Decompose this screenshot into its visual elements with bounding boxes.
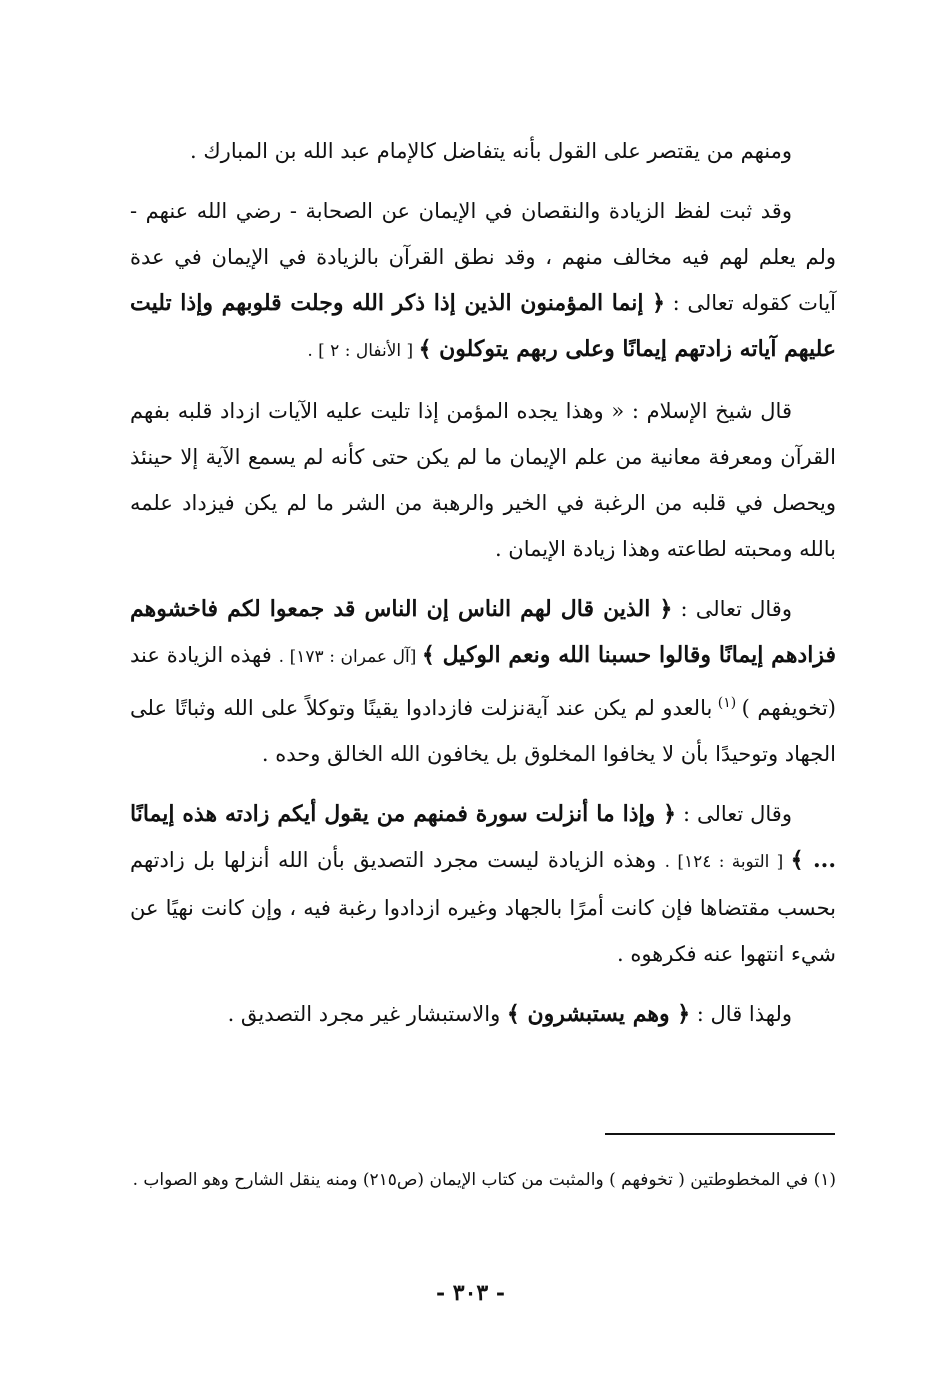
paragraph-4 [130, 586, 836, 777]
paragraph-text: وهذه الزيادة ليست مجرد التصديق بأن الله أنزلها بل زادتهم بحسب مقتضاها فإن كانت أمرًا بالجهاد وغيره ازدادوا رغبة فيه ، وإن كانت نهيًا عن شيء انتهوا عنه فكرهوه . [130, 848, 836, 966]
verse-reference: [آل عمران : ١٧٣] . [278, 647, 422, 667]
paragraph-text: بالعدو لم يكن عند آيةنزلت فازدادوا يقينًا وتوكلاً على الله وثباتًا على الجهاد وتوحيدًا بأن لا يخافوا المخلوق بل يخافون الله الخالق وحده . [130, 696, 836, 766]
quran-verse: ﴿ وإذا ما أنزلت سورة فمنهم من يقول أيكم زادته هذه إيمانًا ... ﴾ [130, 801, 836, 873]
quran-verse: ﴿ الذين قال لهم الناس إن الناس قد جمعوا لكم فاخشوهم فزادهم إيمانًا وقالوا حسبنا الله ونعم الوكيل ﴾ [130, 596, 836, 668]
paragraph-text: فهذه الزيادة عند (تخويفهم ) [130, 643, 836, 720]
paragraph-3 [130, 388, 836, 572]
paragraph-text: والاستبشار غير مجرد التصديق . [227, 1002, 507, 1026]
paragraph-6 [130, 991, 836, 1037]
footnote-separator [605, 1133, 835, 1135]
paragraph-text: وقال تعالى : [672, 597, 792, 621]
footnote [130, 1162, 836, 1198]
paragraph-text: وقد ثبت لفظ الزيادة والنقصان في الإيمان عن الصحابة - رضي الله عنهم - ولم يعلم لهم فيه مخالف منهم ، وقد نطق القرآن بالزيادة في الإيمان في عدة آيات كقوله تعالى : [130, 199, 836, 315]
footnote-text: (١) في المخطوطتين ( تخوفهم ) والمثبت من كتاب الإيمان (ص٢١٥) ومنه ينقل الشارح وهو الصواب . [132, 1170, 836, 1190]
quran-verse: ﴿ إنما المؤمنون الذين إذا ذكر الله وجلت قلوبهم وإذا تليت عليهم آياته زادتهم إيمانًا وعلى ربهم يتوكلون ﴾ [130, 290, 836, 362]
paragraph-text: قال شيخ الإسلام : « وهذا يجده المؤمن إذا تليت عليه الآيات ازداد قلبه بفهم القرآن ومعرفة معانية من علم الإيمان ما لم يكن حتى كأنه لم يسمع الآية إلا حينئذ ويحصل في قلبه من الرغبة في الخير والرهبة من الشر ما لم يكن فيزداد علمه بالله ومحبته لطاعته وهذا زيادة الإيمان . [130, 399, 836, 561]
paragraph-1 [130, 128, 836, 174]
paragraph-text: ولهذا قال : [690, 1002, 792, 1026]
quran-verse: ﴿ وهم يستبشرون ﴾ [506, 1001, 691, 1027]
paragraph-2 [130, 188, 836, 374]
verse-reference: [ التوبة : ١٢٤] . [664, 852, 791, 872]
verse-reference: [ الأنفال : ٢ ] . [307, 341, 419, 361]
page-number: - ٣٠٣ - [435, 1280, 506, 1306]
footnote-marker[interactable]: (١) [712, 695, 742, 711]
paragraph-text: ومنهم من يقتصر على القول بأنه يتفاضل كالإمام عبد الله بن المبارك . [190, 139, 792, 163]
main-text [130, 128, 836, 1051]
paragraph-text: وقال تعالى : [676, 802, 792, 826]
paragraph-5 [130, 791, 836, 977]
